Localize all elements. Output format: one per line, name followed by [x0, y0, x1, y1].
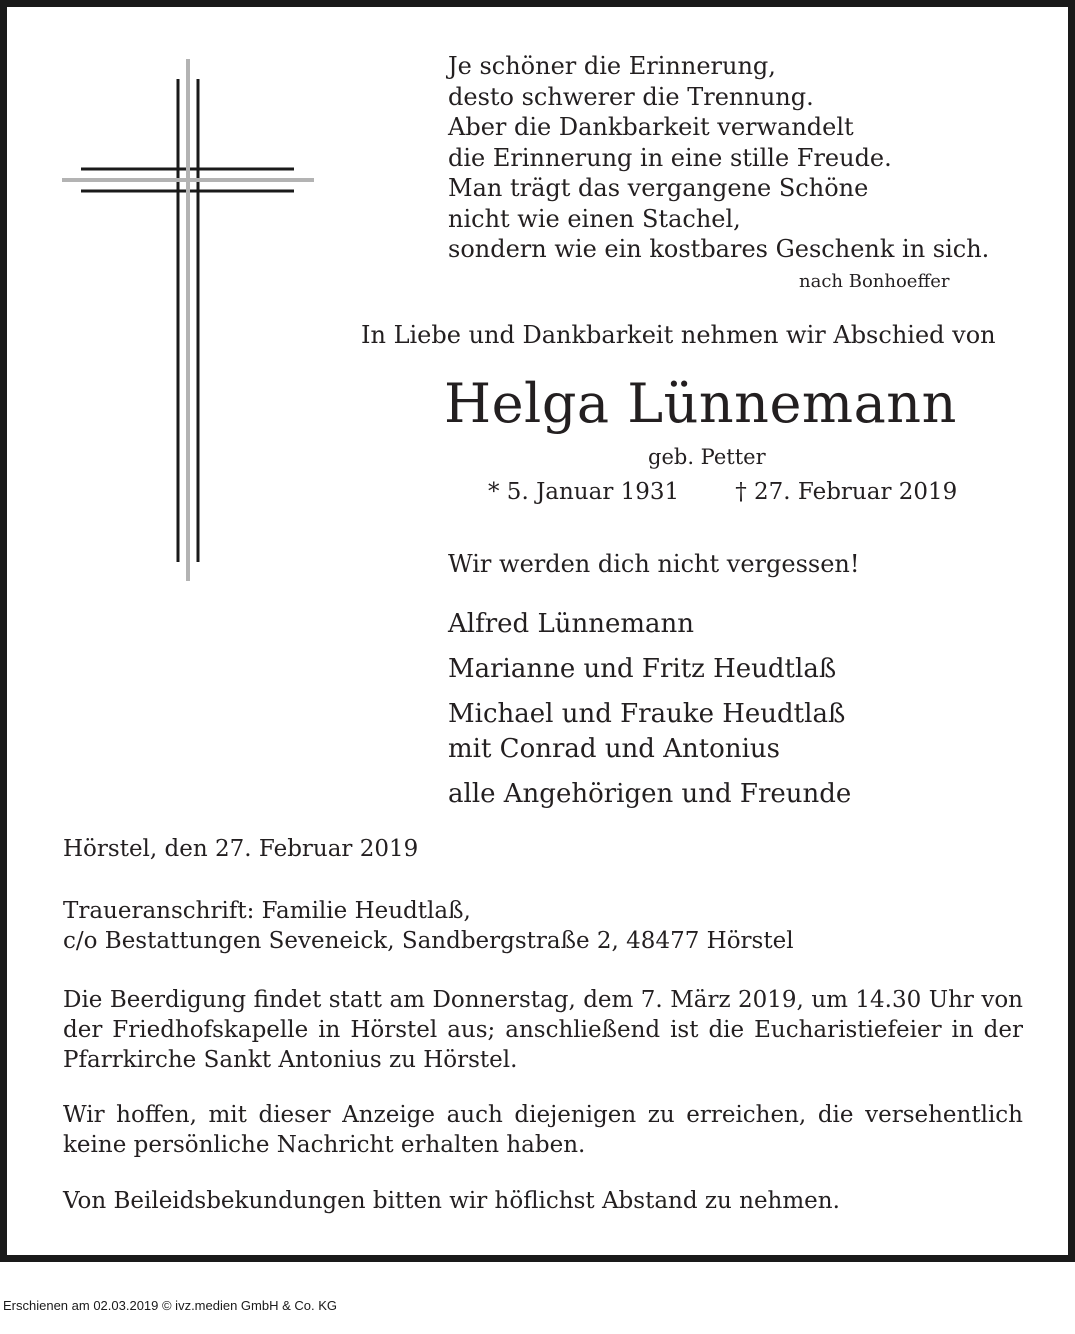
poem-attribution: nach Bonhoeffer — [799, 271, 950, 292]
poem-line: nicht wie einen Stachel, — [448, 204, 741, 233]
poem-line: Man trägt das vergangene Schöne — [448, 174, 869, 202]
born-name: geb. Petter — [648, 445, 766, 469]
family-member: mit Conrad und Antonius — [448, 734, 780, 764]
address-line: c/o Bestattungen Seveneick, Sandbergstraße 2, 48477 Hörstel — [63, 928, 794, 954]
farewell-line: In Liebe und Dankbarkeit nehmen wir Abschied von — [361, 321, 996, 349]
funeral-paragraph: Die Beerdigung findet statt am Donnerstag, dem 7. März 2019, um 14.30 Uhr von der Friedhofskapelle in Hörstel aus; anschließend ist die Eucharistiefeier in der Pfarrkirche Sankt Antonius zu Hörstel. — [63, 987, 1023, 1073]
family-member: alle Angehörigen und Freunde — [448, 779, 852, 809]
place-date: Hörstel, den 27. Februar 2019 — [63, 836, 419, 862]
poem-line: die Erinnerung in eine stille Freude. — [448, 143, 892, 172]
poem-line: Je schöner die Erinnerung, — [448, 52, 776, 80]
birth-date: * 5. Januar 1931 — [488, 479, 680, 505]
family-member: Alfred Lünnemann — [448, 609, 694, 639]
poem-line: Aber die Dankbarkeit verwandelt — [448, 113, 854, 141]
death-date: † 27. Februar 2019 — [735, 479, 958, 505]
family-member: Michael und Frauke Heudtlaß — [448, 699, 846, 729]
deceased-name: Helga Lünnemann — [444, 372, 957, 435]
condolence-paragraph: Von Beileidsbekundungen bitten wir höflichst Abstand zu nehmen. — [63, 1188, 840, 1214]
family-member: Marianne und Fritz Heudtlaß — [448, 654, 837, 684]
cross-icon — [62, 59, 314, 584]
address-line: Traueranschrift: Familie Heudtlaß, — [63, 898, 471, 924]
motto: Wir werden dich nicht vergessen! — [448, 550, 860, 578]
notice-paragraph: Wir hoffen, mit dieser Anzeige auch diejenigen zu erreichen, die versehentlich keine persönliche Nachricht erhalten haben. — [63, 1102, 1023, 1158]
publication-footer: Erschienen am 02.03.2019 © ivz.medien GmbH & Co. KG — [3, 1298, 338, 1313]
poem-line: desto schwerer die Trennung. — [448, 82, 814, 111]
life-dates — [488, 479, 957, 505]
poem-line: sondern wie ein kostbares Geschenk in sich. — [448, 235, 990, 263]
poem — [448, 51, 989, 265]
mourning-address — [63, 896, 794, 956]
